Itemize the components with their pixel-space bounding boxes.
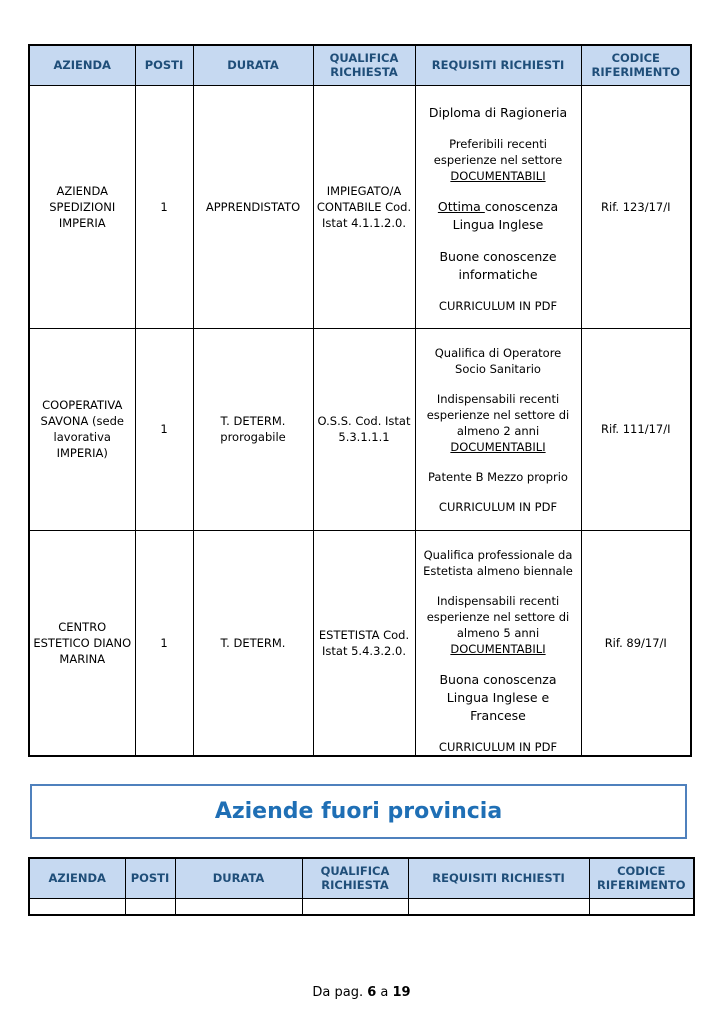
requirement-emphasis: DOCUMENTABILI [450, 168, 546, 183]
empty-cell [175, 898, 302, 915]
job-offers-table [28, 44, 692, 757]
cell-durata: T. DETERM. prorogabile [193, 328, 313, 530]
requirement: Qualifica di Operatore Socio Sanitario [434, 345, 562, 376]
table-row [29, 530, 691, 756]
requirement [419, 391, 578, 455]
requirement-emphasis: DOCUMENTABILI [450, 439, 546, 454]
cell-codice: Rif. 111/17/I [581, 328, 691, 530]
table-header-row [29, 858, 694, 898]
footer-middle: a [376, 985, 393, 1000]
requirement: Patente B Mezzo proprio [428, 469, 568, 484]
requirement: CURRICULUM IN PDF [438, 499, 558, 514]
header-durata: DURATA [175, 858, 302, 898]
requirement-text: conoscenza Lingua Inglese [452, 198, 559, 232]
current-page: 6 [367, 985, 377, 1000]
requirement-text: Indispensabili recenti esperienze nel settore di almeno 2 anni [426, 391, 570, 438]
cell-posti: 1 [135, 328, 193, 530]
table-header-row [29, 45, 691, 85]
requirement [419, 593, 578, 657]
page-footer [0, 985, 723, 1000]
cell-qualifica: IMPIEGATO/A CONTABILE Cod. Istat 4.1.1.2.0. [313, 85, 415, 328]
table-row [29, 898, 694, 915]
requirement: CURRICULUM IN PDF [438, 298, 558, 313]
requirement-text: Indispensabili recenti esperienze nel settore di almeno 5 anni [426, 593, 570, 640]
cell-posti: 1 [135, 530, 193, 756]
cell-azienda: AZIENDA SPEDIZIONI IMPERIA [29, 85, 135, 328]
header-codice: CODICE RIFERIMENTO [589, 858, 694, 898]
cell-durata: APPRENDISTATO [193, 85, 313, 328]
empty-cell [589, 898, 694, 915]
requirement: Diploma di Ragioneria [428, 104, 568, 120]
requirement: Buone conoscenze informatiche [439, 248, 557, 282]
header-azienda: AZIENDA [29, 858, 125, 898]
table-row [29, 85, 691, 328]
requirement [419, 136, 578, 184]
cell-codice: Rif. 123/17/I [581, 85, 691, 328]
empty-cell [29, 898, 125, 915]
requirement: Qualifica professionale da Estetista almeno biennale [423, 547, 573, 578]
header-requisiti: REQUISITI RICHIESTI [408, 858, 589, 898]
cell-azienda: COOPERATIVA SAVONA (sede lavorativa IMPERIA) [29, 328, 135, 530]
empty-cell [302, 898, 408, 915]
requirement-emphasis: DOCUMENTABILI [450, 641, 546, 656]
header-azienda: AZIENDA [29, 45, 135, 85]
section-header-box [30, 784, 687, 839]
cell-requisiti [415, 530, 581, 756]
empty-cell [408, 898, 589, 915]
cell-codice: Rif. 89/17/I [581, 530, 691, 756]
header-qualifica: QUALIFICA RICHIESTA [313, 45, 415, 85]
cell-durata: T. DETERM. [193, 530, 313, 756]
requirement: Buona conoscenza Lingua Inglese e Francese [439, 671, 557, 723]
requirement [419, 198, 578, 234]
total-pages: 19 [392, 985, 411, 1000]
footer-prefix: Da pag. [312, 985, 368, 1000]
cell-qualifica: O.S.S. Cod. Istat 5.3.1.1.1 [313, 328, 415, 530]
requirement: CURRICULUM IN PDF [438, 739, 558, 754]
cell-posti: 1 [135, 85, 193, 328]
header-qualifica: QUALIFICA RICHIESTA [302, 858, 408, 898]
header-requisiti: REQUISITI RICHIESTI [415, 45, 581, 85]
requirement-text: Preferibili recenti esperienze nel settore [433, 136, 563, 167]
requirement-emphasis: Ottima [437, 198, 485, 214]
header-posti: POSTI [135, 45, 193, 85]
cell-qualifica: ESTETISTA Cod. Istat 5.4.3.2.0. [313, 530, 415, 756]
header-durata: DURATA [193, 45, 313, 85]
out-of-province-table [28, 857, 695, 916]
table-row [29, 328, 691, 530]
empty-cell [125, 898, 175, 915]
header-codice: CODICE RIFERIMENTO [581, 45, 691, 85]
cell-requisiti [415, 328, 581, 530]
cell-azienda: CENTRO ESTETICO DIANO MARINA [29, 530, 135, 756]
cell-requisiti [415, 85, 581, 328]
section-title: Aziende fuori provincia [214, 799, 503, 824]
header-posti: POSTI [125, 858, 175, 898]
